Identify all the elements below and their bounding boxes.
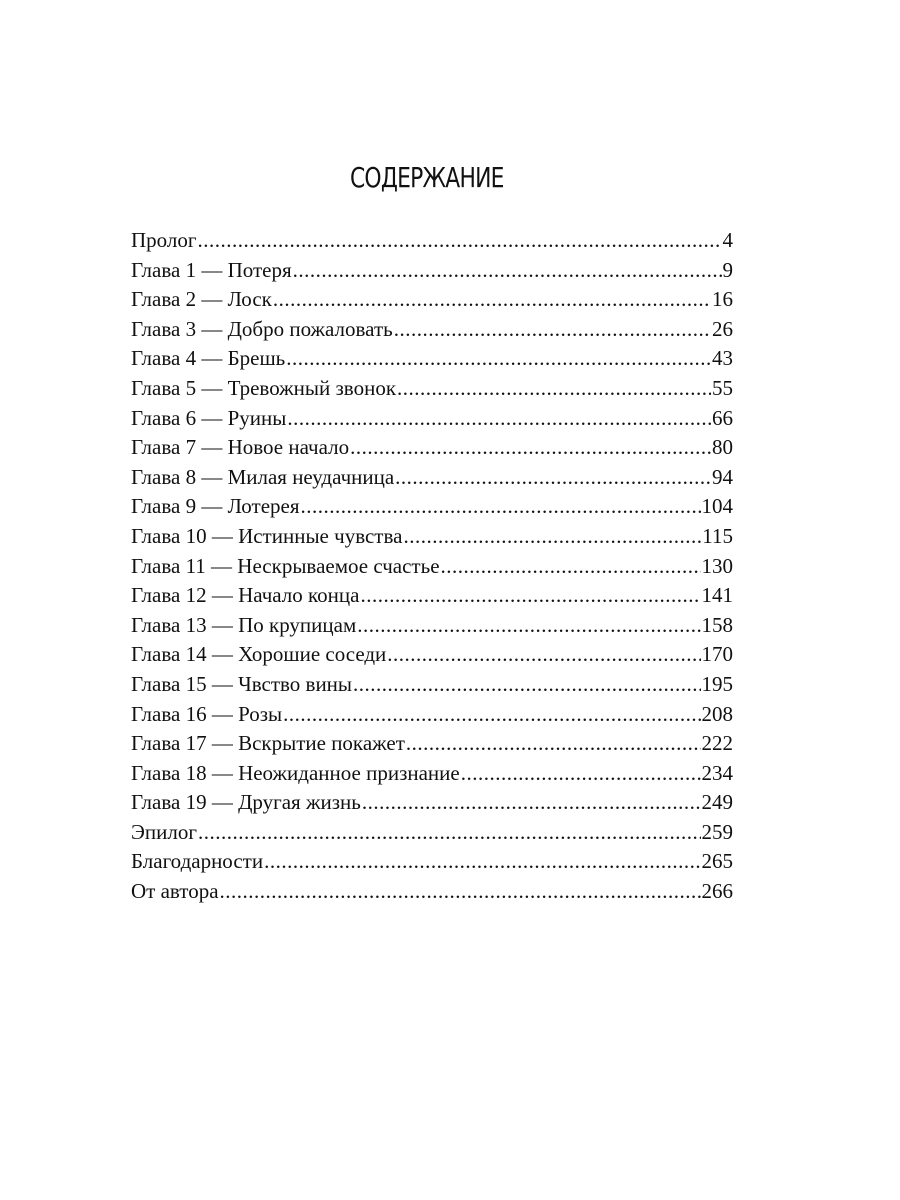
toc-entry-page-number: 4 (722, 228, 733, 252)
toc-entry-label: Глава 19 — Другая жизнь (131, 790, 361, 815)
toc-entry-page-number: 55 (712, 375, 733, 400)
toc-entry-page-number: 158 (701, 612, 733, 637)
toc-entry-label: Глава 11 — Нескрываемое счастье (131, 553, 440, 578)
toc-entry (131, 374, 733, 404)
dot-leader (441, 552, 701, 582)
toc-entry-page-number: 249 (701, 790, 733, 815)
toc-entry-page-number: 66 (712, 405, 733, 430)
toc-entry (131, 729, 733, 759)
toc-entry (131, 226, 733, 256)
dot-leader (293, 256, 722, 286)
dot-leader (360, 581, 700, 611)
dot-leader (394, 315, 711, 345)
toc-entry (131, 700, 733, 730)
toc-entry-label: Глава 10 — Истинные чувства (131, 523, 403, 548)
dot-leader (350, 433, 711, 463)
toc-entry (131, 552, 733, 582)
toc-entry-page-number: 115 (702, 523, 733, 548)
toc-entry-page-number: 259 (701, 819, 733, 844)
toc-entry-page-number: 130 (701, 553, 733, 578)
toc-entry-label: Глава 7 — Новое начало (131, 435, 350, 460)
toc-entry (131, 847, 733, 877)
toc-entry-page-number: 208 (701, 701, 733, 726)
dot-leader (264, 847, 700, 877)
toc-entry-label: Глава 15 — Чвство вины (131, 671, 353, 696)
dot-leader (387, 640, 700, 670)
dot-leader (353, 670, 700, 700)
toc-entry (131, 759, 733, 789)
dot-leader (406, 729, 701, 759)
toc-entry-label: Глава 14 — Хорошие соседи (131, 642, 387, 667)
toc-entry (131, 611, 733, 641)
page-title: СОДЕРЖАНИЕ (349, 160, 504, 194)
toc-entry (131, 492, 733, 522)
toc-entry-page-number: 170 (701, 642, 733, 667)
toc-entry-label: Глава 3 — Добро пожаловать (131, 316, 393, 341)
toc-entry-page-number: 265 (701, 849, 733, 874)
toc-entry-label: Эпилог (131, 819, 197, 844)
dot-leader (287, 404, 711, 434)
dot-leader (301, 492, 701, 522)
toc-entry-label: Глава 18 — Неожиданное признание (131, 760, 460, 785)
toc-entry-page-number: 9 (722, 257, 733, 282)
toc-entry-label: Глава 9 — Лотерея (131, 494, 300, 519)
dot-leader (461, 759, 701, 789)
dot-leader (283, 700, 700, 730)
toc-entry-page-number: 234 (701, 760, 733, 785)
toc-entry (131, 670, 733, 700)
toc-entry-page-number: 94 (712, 464, 733, 489)
dot-leader (395, 463, 711, 493)
toc-entry-label: Глава 16 — Розы (131, 701, 283, 726)
toc-entry (131, 433, 733, 463)
dot-leader (220, 877, 701, 907)
toc-entry-label: От автора (131, 879, 219, 904)
toc-entry (131, 256, 733, 286)
toc-entry-page-number: 266 (701, 879, 733, 904)
toc-entry (131, 463, 733, 493)
toc-entry-page-number: 141 (701, 583, 733, 608)
toc-entry (131, 818, 733, 848)
toc-entry (131, 640, 733, 670)
toc-entry (131, 788, 733, 818)
toc-entry-page-number: 16 (712, 287, 733, 312)
dot-leader (357, 611, 700, 641)
toc-entry-label: Глава 8 — Милая неудачница (131, 464, 395, 489)
toc-entry (131, 344, 733, 374)
dot-leader (403, 522, 701, 552)
toc-entry-page-number: 43 (712, 346, 733, 371)
toc-entry (131, 285, 733, 315)
toc-entry-label: Глава 6 — Руины (131, 405, 287, 430)
toc-entry-label: Глава 1 — Потеря (131, 257, 292, 282)
toc-entry (131, 404, 733, 434)
dot-leader (362, 788, 701, 818)
toc-entry-page-number: 26 (712, 316, 733, 341)
toc-entry-page-number: 195 (701, 671, 733, 696)
toc-entry-label: Глава 17 — Вскрытие покажет (131, 731, 405, 756)
dot-leader (197, 226, 721, 256)
toc-entry-label: Глава 12 — Начало конца (131, 583, 360, 608)
dot-leader (198, 818, 701, 848)
toc-entry (131, 581, 733, 611)
toc-entry-label: Благодарности (131, 849, 264, 874)
toc-entry-page-number: 80 (712, 435, 733, 460)
toc-entry-label: Глава 13 — По крупицам (131, 612, 357, 637)
toc-entry-label: Глава 4 — Брешь (131, 346, 286, 371)
table-of-contents (131, 226, 733, 907)
toc-entry (131, 522, 733, 552)
toc-entry (131, 315, 733, 345)
dot-leader (286, 344, 711, 374)
toc-entry-label: Пролог (131, 228, 197, 252)
toc-entry-label: Глава 5 — Тревожный звонок (131, 375, 397, 400)
toc-entry-page-number: 222 (701, 731, 733, 756)
dot-leader (273, 285, 711, 315)
dot-leader (397, 374, 711, 404)
toc-entry-label: Глава 2 — Лоск (131, 287, 272, 312)
toc-entry (131, 877, 733, 907)
toc-entry-page-number: 104 (701, 494, 733, 519)
